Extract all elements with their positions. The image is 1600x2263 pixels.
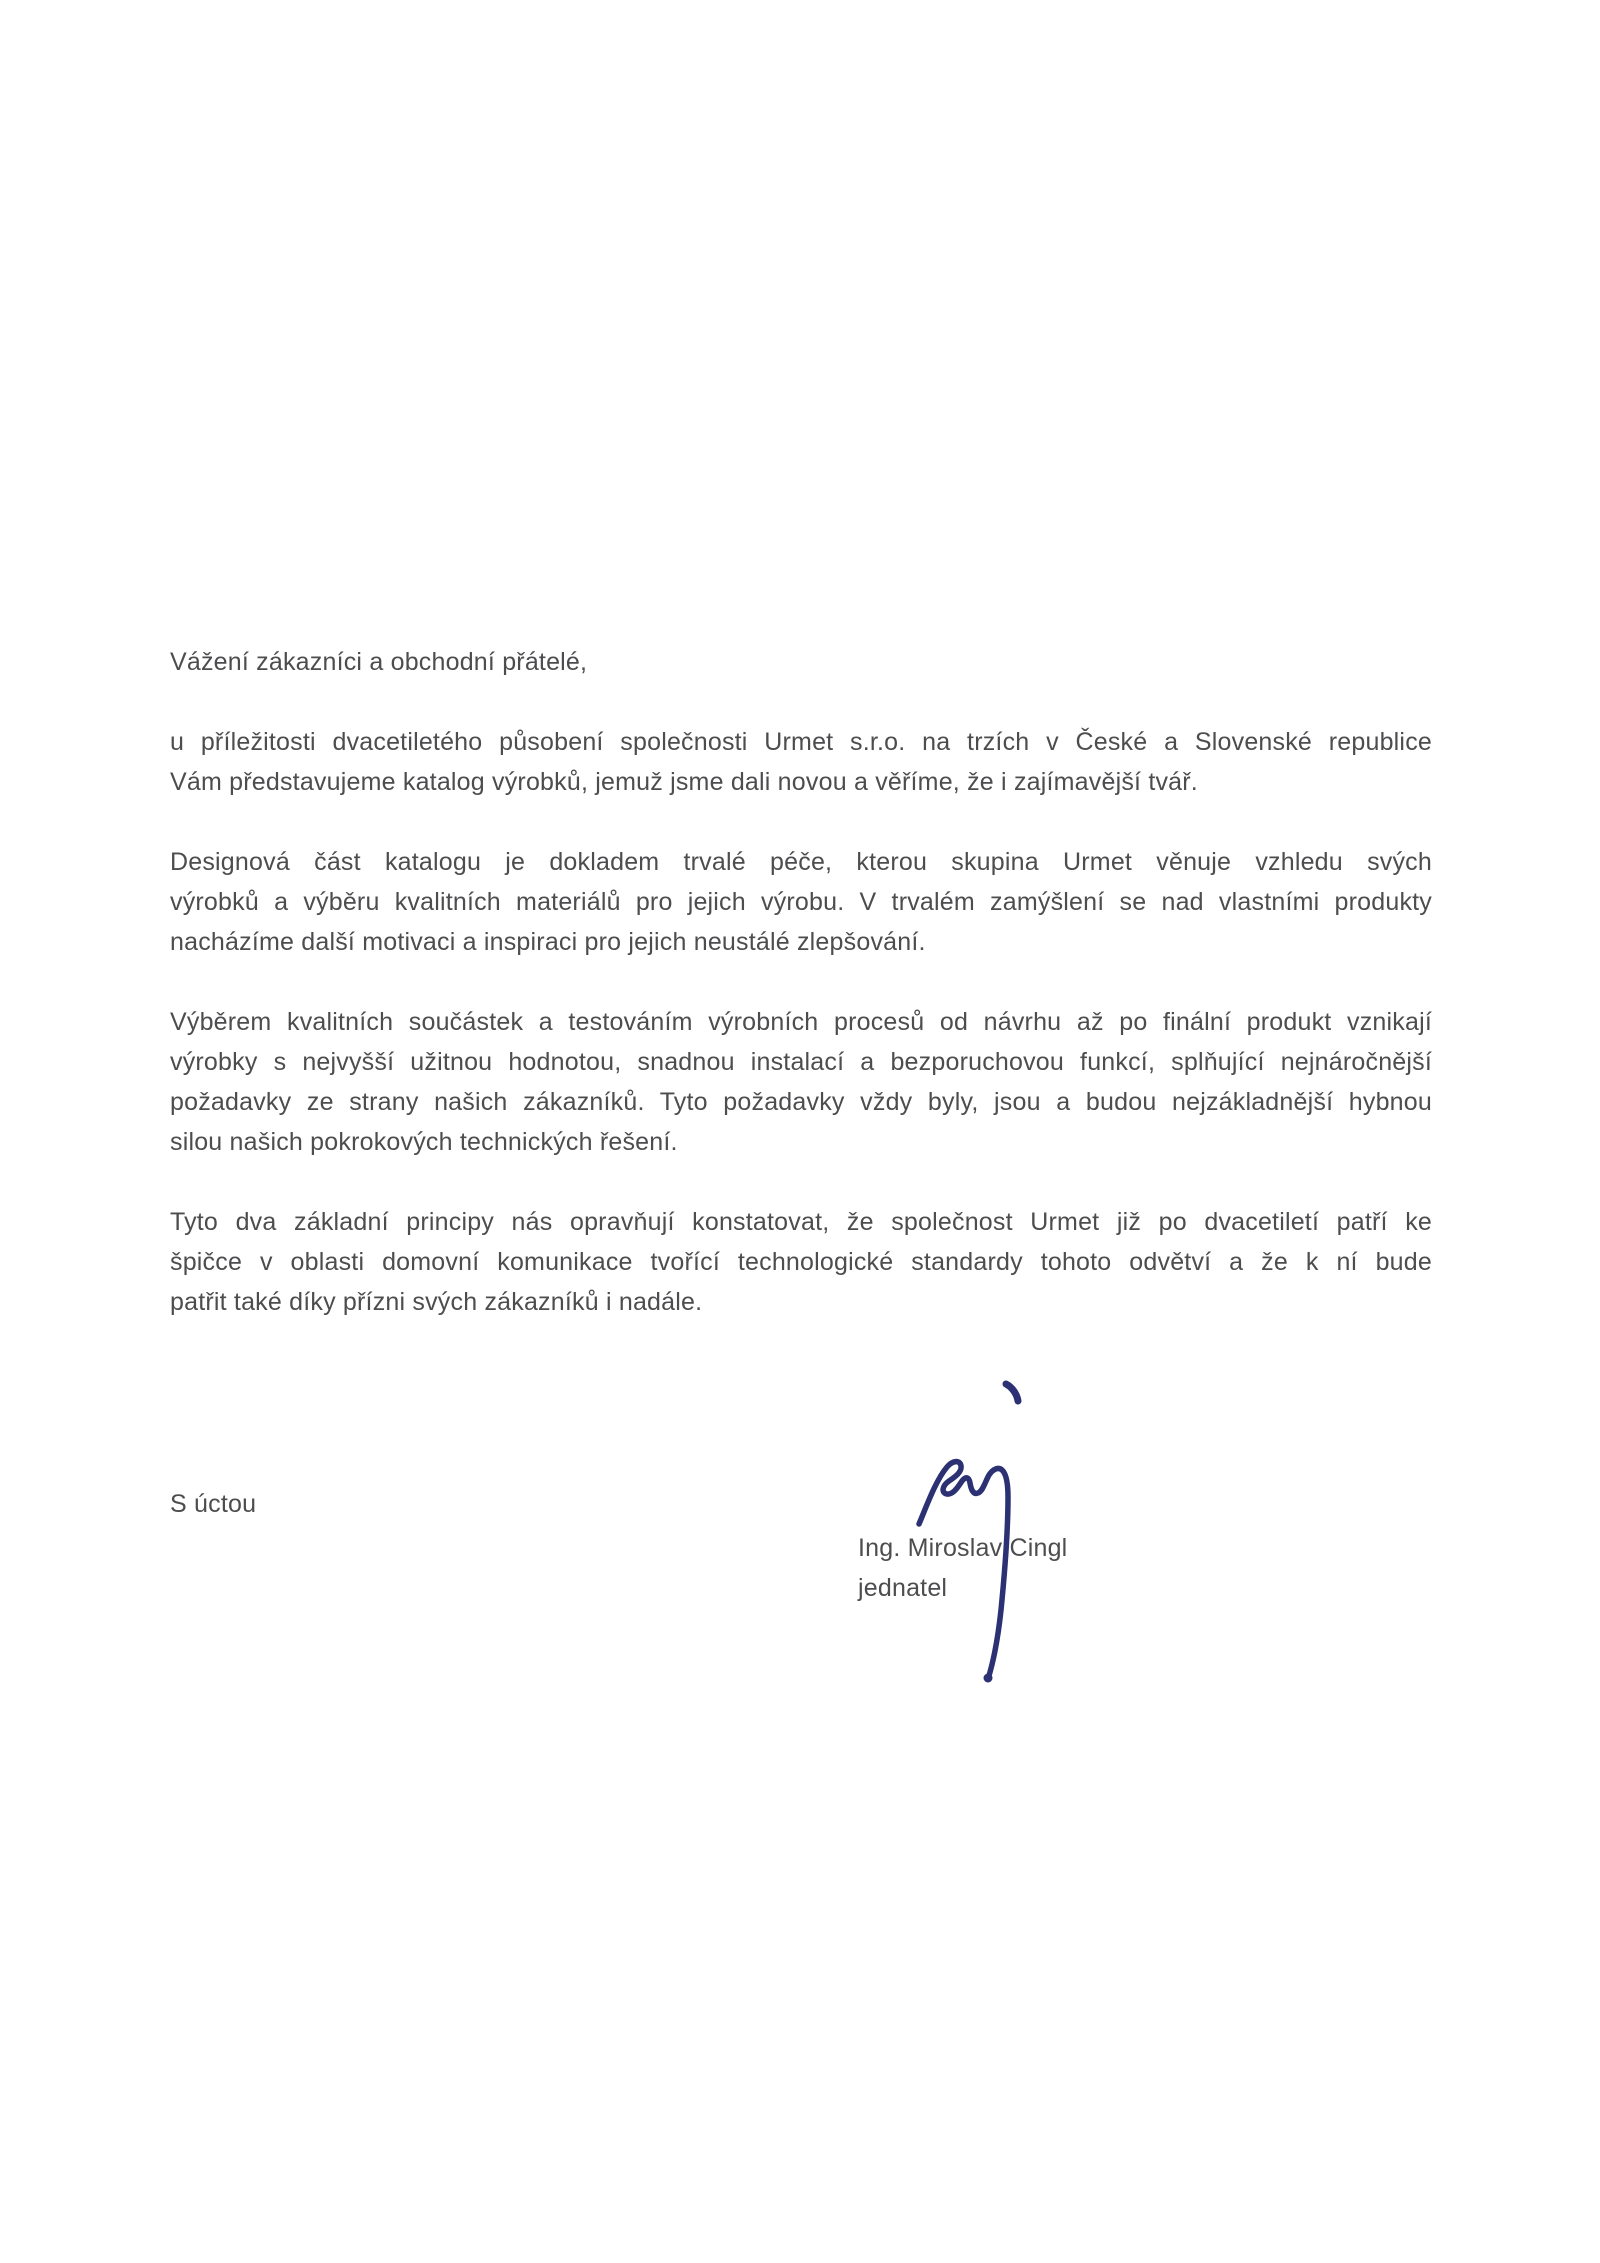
paragraph-line: požadavky ze strany našich zákazníků. Tyto požadavky vždy byly, jsou a budou nejzákladnější hybnou (170, 1088, 1432, 1116)
paragraph-line: výrobků a výběru kvalitních materiálů pro jejich výrobu. V trvalém zamýšlení se nad vlastními produkty (170, 888, 1432, 916)
signature-ink-blob (984, 1674, 993, 1683)
closing-salutation (170, 1484, 1432, 1524)
paragraph-design (170, 842, 1432, 962)
letter-body (170, 642, 1432, 1524)
paragraph-line: Tyto dva základní principy nás opravňují konstatovat, že společnost Urmet již po dvacetiletí patří ke (170, 1208, 1432, 1236)
paragraph-line: špičce v oblasti domovní komunikace tvořící technologické standardy tohoto odvětví a že k ní bude (170, 1248, 1432, 1276)
signatory-name: Ing. Miroslav Cingl (858, 1534, 1068, 1562)
paragraph-line: patřit také díky přízni svých zákazníků i nadále. (170, 1288, 703, 1316)
signatory-title: jednatel (858, 1574, 948, 1602)
paragraph-line: Výběrem kvalitních součástek a testováním výrobních procesů od návrhu až po finální produkt vznikají (170, 1008, 1432, 1036)
signature-block (858, 1528, 1067, 1608)
closing-line: S úctou (170, 1490, 257, 1518)
greeting-paragraph (170, 642, 1432, 682)
paragraph-line: výrobky s nejvyšší užitnou hodnotou, snadnou instalací a bezporuchovou funkcí, splňující nejnáročnější (170, 1048, 1432, 1076)
paragraph-line: Designová část katalogu je dokladem trvalé péče, kterou skupina Urmet věnuje vzhledu svých (170, 848, 1432, 876)
paragraph-line: silou našich pokrokových technických řešení. (170, 1128, 678, 1156)
greeting-line: Vážení zákazníci a obchodní přátelé, (170, 648, 588, 676)
paragraph-quality (170, 1002, 1432, 1162)
paragraph-line: Vám představujeme katalog výrobků, jemuž jsme dali novou a věříme, že i zajímavější tvář. (170, 768, 1198, 796)
paragraph-line: nacházíme další motivaci a inspiraci pro jejich neustálé zlepšování. (170, 928, 926, 956)
paragraph-intro (170, 722, 1432, 802)
paragraph-principles (170, 1202, 1432, 1322)
paragraph-line: u příležitosti dvacetiletého působení společnosti Urmet s.r.o. na trzích v České a Slovenské republice (170, 728, 1432, 756)
